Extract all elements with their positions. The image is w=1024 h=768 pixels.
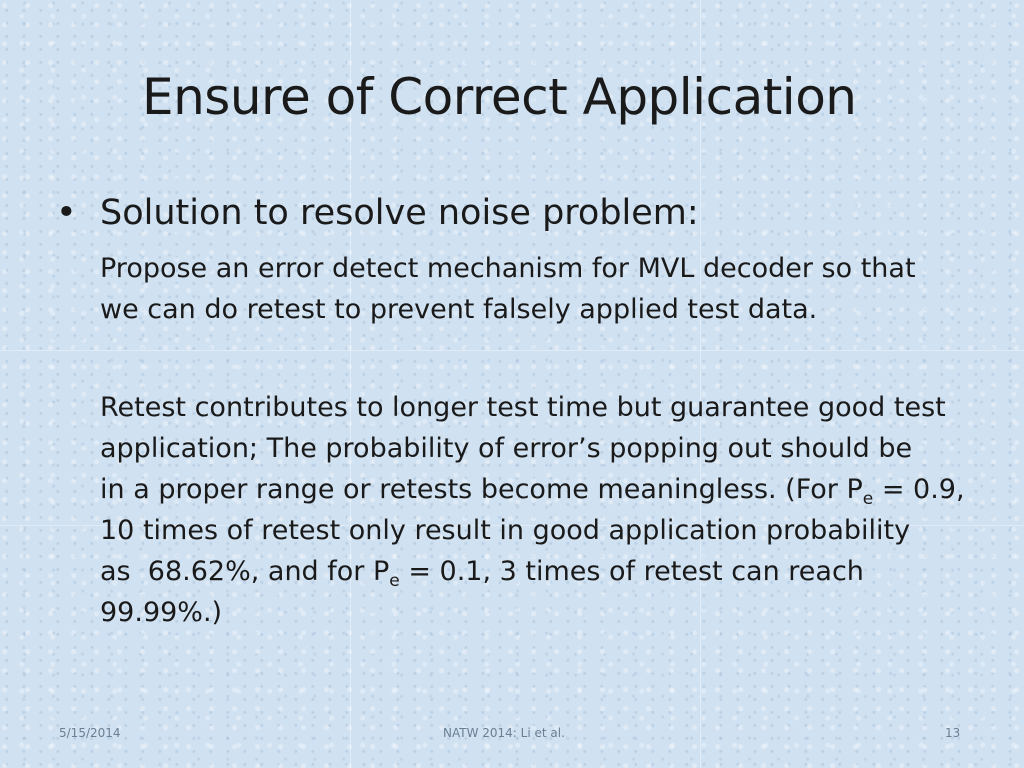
paragraph-line: we can do retest to prevent falsely applied test data. — [100, 294, 818, 325]
paragraph-line: Propose an error detect mechanism for MVL decoder so that — [100, 253, 916, 284]
paragraph-line: 99.99%.) — [100, 597, 223, 628]
paragraph-line — [100, 469, 980, 510]
text-run: in a proper range or retests become meaningless. (For P — [100, 474, 863, 505]
bullet-point — [56, 190, 699, 236]
text-run: = 0.9, — [873, 474, 965, 505]
paragraph-line: application; The probability of error’s popping out should be — [100, 433, 913, 464]
text-run: as 68.62%, and for P — [100, 556, 390, 587]
subscript-e: e — [862, 489, 874, 509]
footer-date: 5/15/2014 — [59, 726, 121, 740]
slide-title: Ensure of Correct Application — [142, 68, 857, 126]
text-run: = 0.1, 3 times of retest can reach — [399, 556, 864, 587]
subscript-e: e — [389, 571, 400, 591]
bullet-marker: • — [56, 193, 77, 233]
paragraph-line — [100, 551, 980, 592]
texture-seam — [0, 350, 1024, 351]
page-number: 13 — [945, 726, 961, 740]
footer-citation: NATW 2014: Li et al. — [443, 726, 565, 740]
paragraph-line: Retest contributes to longer test time but guarantee good test — [100, 392, 946, 423]
bullet-text: Solution to resolve noise problem: — [100, 193, 699, 233]
paragraph-line: 10 times of retest only result in good application probability — [100, 515, 911, 546]
paragraph-retest — [100, 387, 980, 633]
paragraph-proposal — [100, 248, 980, 330]
